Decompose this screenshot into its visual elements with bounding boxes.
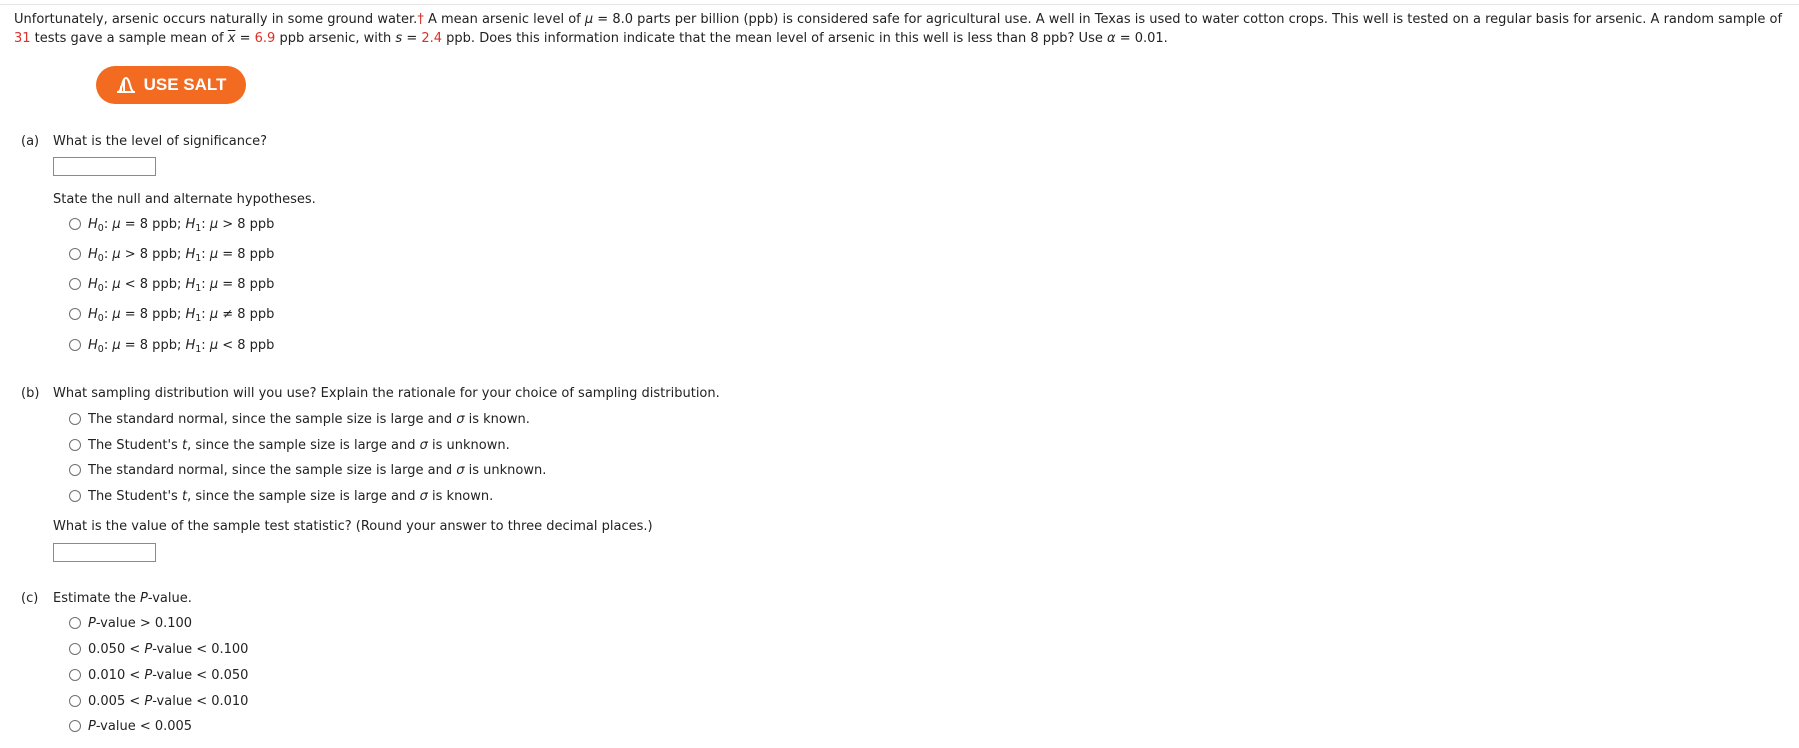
hypothesis-text: $H_0$: μ > 8 ppb; $H_1$: μ = 8 ppb [88, 246, 275, 264]
part-a-question: What is the level of significance? [53, 134, 268, 149]
radio-button[interactable] [69, 695, 81, 707]
p-value-option[interactable] [69, 692, 248, 710]
radio-button[interactable] [69, 308, 81, 320]
hypotheses-prompt: State the null and alternate hypotheses. [53, 192, 316, 207]
part-c-question: Estimate the P-value. [53, 591, 192, 606]
hypothesis-option[interactable] [69, 275, 274, 293]
part-c-label: (c) [21, 591, 39, 606]
sample-sd-value: 2.4 [421, 30, 443, 46]
hypothesis-text: $H_0$: μ = 8 ppb; $H_1$: μ ≠ 8 ppb [88, 306, 275, 324]
p-value-text: 0.005 < P-value < 0.010 [88, 693, 249, 709]
top-divider [0, 4, 1799, 5]
radio-button[interactable] [69, 617, 81, 629]
radio-button[interactable] [69, 413, 81, 425]
hypothesis-option[interactable] [69, 245, 274, 263]
radio-button[interactable] [69, 278, 81, 290]
p-value-option[interactable] [69, 614, 192, 632]
radio-button[interactable] [69, 490, 81, 502]
significance-input[interactable] [53, 157, 156, 176]
p-value-option[interactable] [69, 717, 192, 735]
p-value-text: P-value < 0.005 [88, 718, 193, 734]
test-statistic-prompt: What is the value of the sample test statistic? (Round your answer to three decimal places.) [53, 519, 653, 534]
p-value-text: 0.010 < P-value < 0.050 [88, 667, 249, 683]
distribution-text: The Student's t, since the sample size is large and σ is unknown. [88, 437, 510, 453]
distribution-option[interactable] [69, 436, 510, 454]
hypothesis-option[interactable] [69, 305, 274, 323]
sample-size-value: 31 [14, 30, 31, 46]
distribution-option[interactable] [69, 410, 530, 428]
sample-mean-value: 6.9 [254, 30, 276, 46]
salt-distribution-icon [116, 76, 136, 94]
radio-button[interactable] [69, 439, 81, 451]
use-salt-label: USE SALT [143, 75, 227, 94]
distribution-text: The Student's t, since the sample size is large and σ is known. [88, 488, 494, 504]
part-a-label: (a) [21, 134, 40, 149]
distribution-text: The standard normal, since the sample size is large and σ is known. [88, 411, 530, 427]
radio-button[interactable] [69, 464, 81, 476]
distribution-option[interactable] [69, 461, 546, 479]
test-statistic-input[interactable] [53, 543, 156, 562]
radio-button[interactable] [69, 720, 81, 732]
p-value-text: P-value > 0.100 [88, 615, 193, 631]
radio-button[interactable] [69, 339, 81, 351]
part-b-question: What sampling distribution will you use? Explain the rationale for your choice of sampling distribution. [53, 386, 720, 401]
distribution-text: The standard normal, since the sample size is large and σ is unknown. [88, 462, 547, 478]
hypothesis-option[interactable] [69, 336, 274, 354]
radio-button[interactable] [69, 643, 81, 655]
hypothesis-text: $H_0$: μ < 8 ppb; $H_1$: μ = 8 ppb [88, 276, 275, 294]
radio-button[interactable] [69, 669, 81, 681]
hypothesis-option[interactable] [69, 215, 274, 233]
radio-button[interactable] [69, 248, 81, 260]
p-value-option[interactable] [69, 666, 248, 684]
distribution-option[interactable] [69, 487, 493, 505]
p-value-option[interactable] [69, 640, 248, 658]
hypothesis-text: $H_0$: μ = 8 ppb; $H_1$: μ < 8 ppb [88, 337, 275, 355]
radio-button[interactable] [69, 218, 81, 230]
part-b-label: (b) [21, 386, 40, 401]
problem-statement: Unfortunately, arsenic occurs naturally in some ground water.† A mean arsenic level of μ = 8.0 parts per billion (ppb) is considered safe for agricultural use. A well in Texas is used to water cotton crops. This well is tested on a regular basis for arsenic. A random sample of 31 tests gave a sample mean of $\overline{x} = 6.9$ ppb arsenic, with s = 2.4 ppb. Does this information indicate that the mean level of arsenic in this well is less than 8 ppb? Use α = 0.01. [14, 12, 1783, 46]
use-salt-button[interactable] [96, 66, 246, 104]
footnote-dagger[interactable]: † [417, 12, 424, 27]
hypothesis-text: $H_0$: μ = 8 ppb; $H_1$: μ > 8 ppb [88, 216, 275, 234]
p-value-text: 0.050 < P-value < 0.100 [88, 641, 249, 657]
